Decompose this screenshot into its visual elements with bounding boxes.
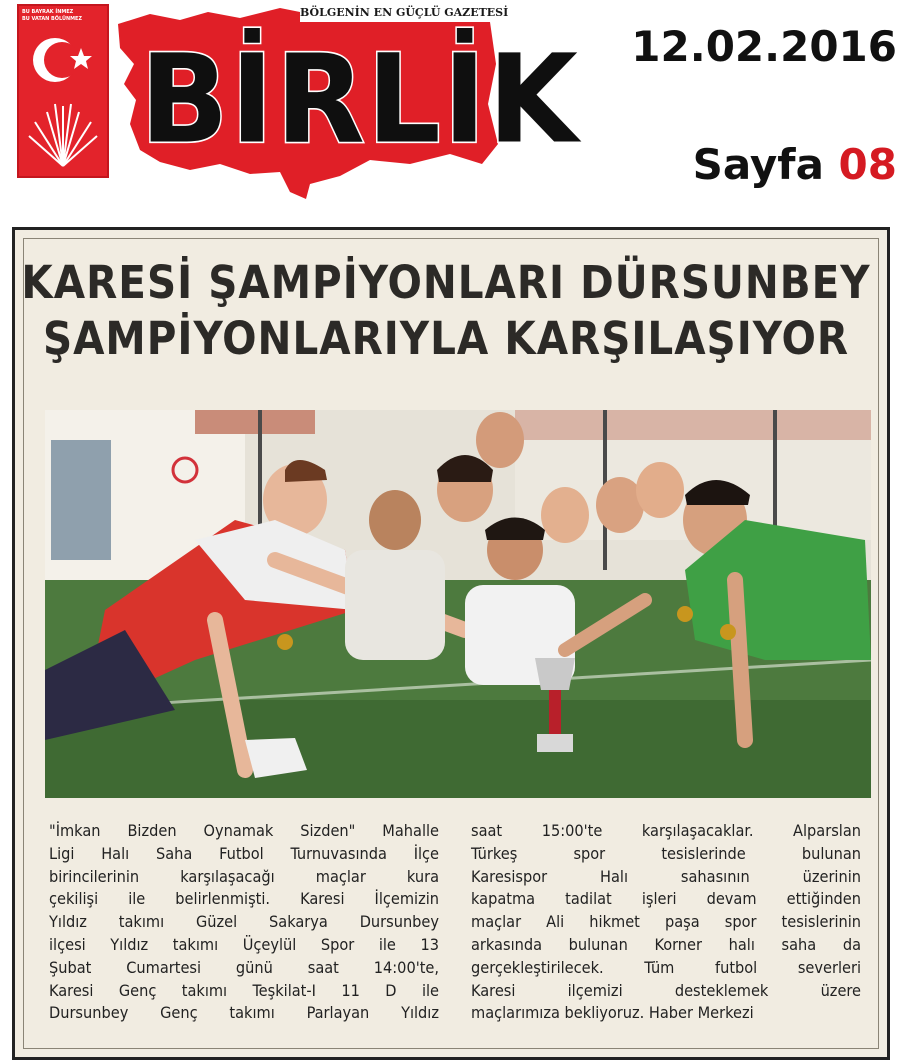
headline-line-2: ŞAMPİYONLARIYLA KARŞILAŞIYOR: [42, 312, 850, 365]
masthead: [0, 0, 907, 222]
body-line: Türkeş spor tesislerinde bulunan: [471, 843, 861, 863]
body-line: Karesi ilçemizi desteklemek üzere: [471, 980, 861, 1000]
body-line: arkasında bulunan Korner halı saha da: [471, 934, 861, 954]
body-line: gerçekleştirilecek. Tüm futbol severleri: [471, 957, 861, 977]
body-line: çekilişi ile belirlenmişti. Karesi İlçemizin: [49, 889, 439, 909]
body-line: "İmkan Bizden Oynamak Sizden" Mahalle: [49, 821, 439, 840]
emblem-motto-line2: BU VATAN BÖLÜNMEZ: [22, 16, 82, 22]
team-photo-illustration: [45, 410, 871, 798]
page-label: Sayfa: [692, 140, 824, 189]
publication-date: 12.02.2016: [631, 22, 897, 71]
article-headline: [15, 255, 877, 367]
body-line: Şubat Cumartesi günü saat 14:00'te,: [49, 957, 439, 977]
body-line: birincilerinin karşılaşacağı maçlar kura: [49, 866, 439, 886]
page-number: [693, 140, 897, 189]
body-line: maçlar Ali hikmet paşa spor tesislerinin: [471, 912, 861, 932]
body-line: Karesispor Halı sahasının üzerinin: [471, 866, 861, 886]
article-body-right-column: [471, 820, 861, 1025]
headline-line-1: KARESİ ŞAMPİYONLARI DÜRSUNBEY: [21, 256, 871, 309]
body-line: saat 15:00'te karşılaşacaklar. Alparslan: [471, 821, 861, 840]
news-clipping: [12, 227, 890, 1060]
masthead-slogan: BÖLGENİN EN GÜÇLÜ GAZETESİ: [300, 4, 498, 22]
article-photo: [45, 410, 871, 798]
newspaper-brand: BİRLİK: [140, 29, 580, 172]
body-line: Ligi Halı Saha Futbol Turnuvasında İlçe: [49, 843, 439, 863]
body-line: Yıldız takımı Güzel Sakarya Dursunbey: [49, 912, 439, 932]
body-line: ilçesi Yıldız takımı Üçeylül Spor ile 13: [49, 934, 439, 954]
emblem-motto: [22, 9, 106, 23]
body-line: maçlarımıza bekliyoruz. Haber Merkezi: [471, 1003, 754, 1023]
crescent-star-icon: [19, 26, 107, 176]
body-line: Dursunbey Genç takımı Parlayan Yıldız: [49, 1003, 439, 1023]
article-body-left-column: [49, 820, 439, 1025]
emblem-motto-line1: BU BAYRAK İNMEZ: [22, 9, 74, 15]
flag-emblem: [17, 4, 109, 178]
body-line: Karesi Genç takımı Teşkilat-I 11 D ile: [49, 980, 439, 1000]
body-line: kapatma tadilat işleri devam ettiğinden: [471, 889, 861, 909]
page-number-value: 08: [838, 140, 897, 189]
